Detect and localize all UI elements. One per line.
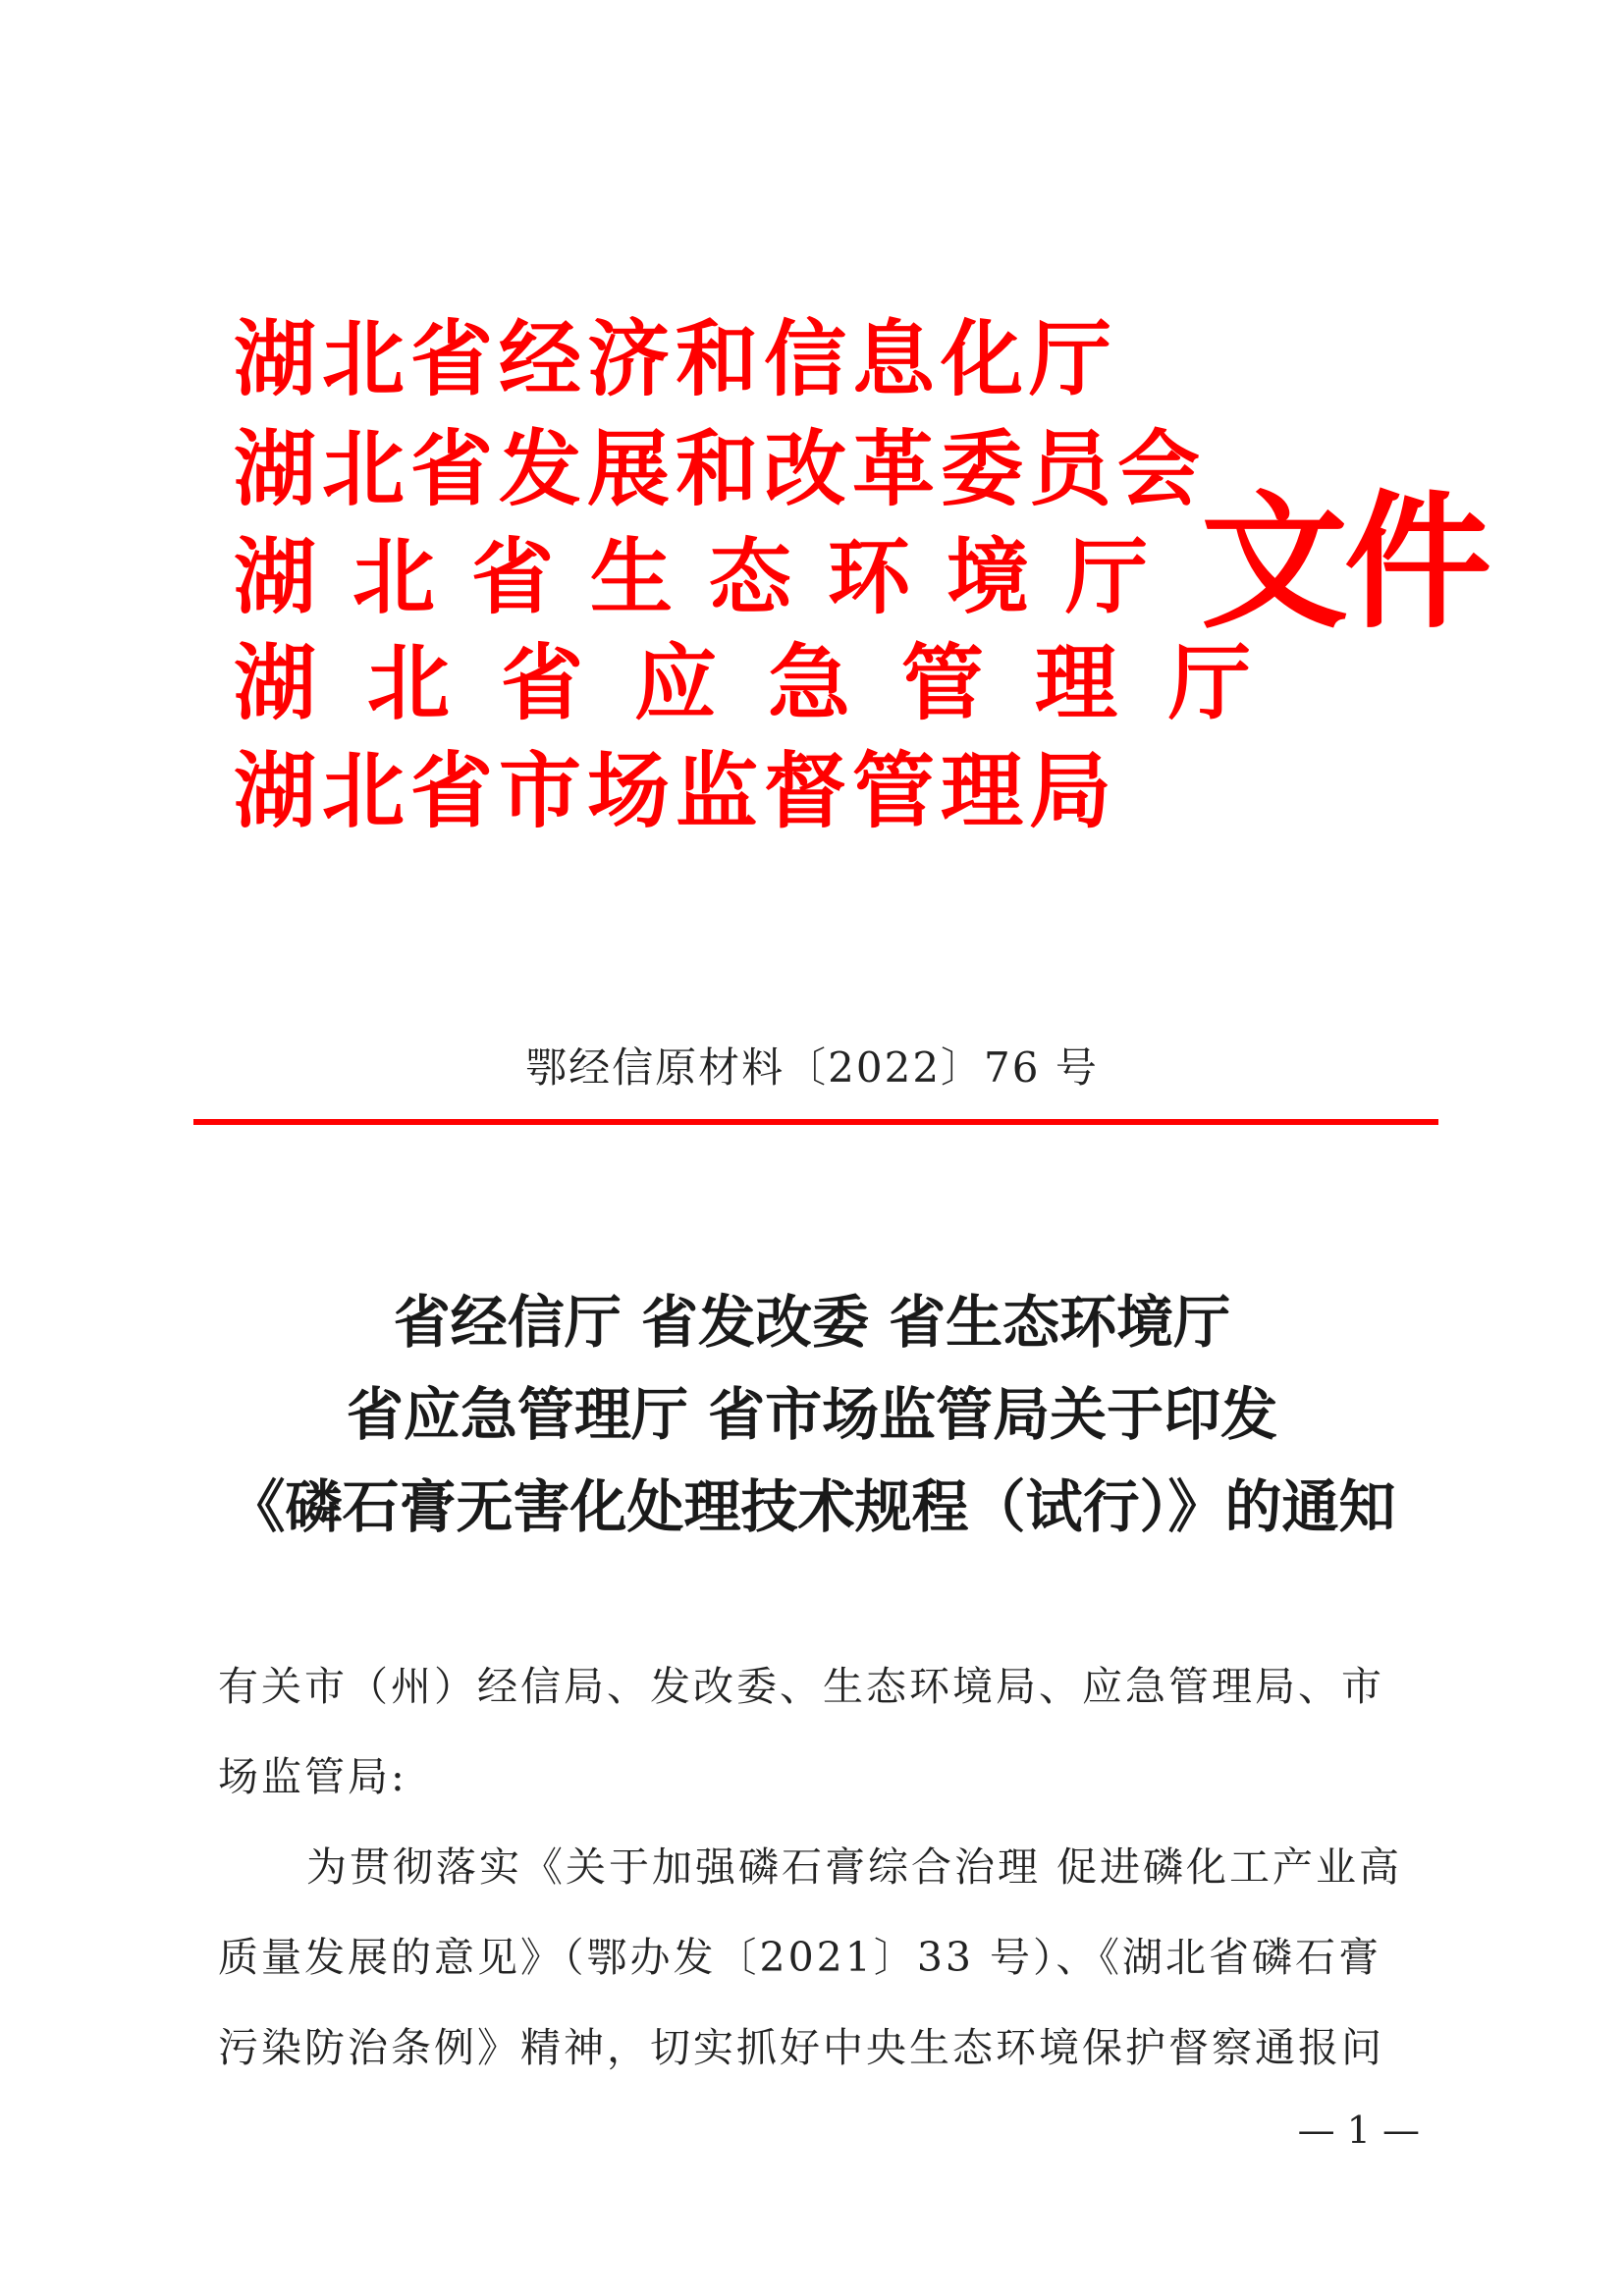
title-line-1: 省经信厅 省发改委 省生态环境厅 [393,1289,1231,1356]
issuing-authorities-header [234,311,1489,862]
title-line-2: 省应急管理厅 省市场监管局关于印发 [346,1381,1278,1448]
page-number: — 1 — [1297,2109,1420,2152]
body-paragraph-1: 为贯彻落实《关于加强磷石膏综合治理 促进磷化工产业高质量发展的意见》（鄂办发〔2021〕33 号）、《湖北省磷石膏污染防治条例》精神，切实抓好中央生态环境保护督察通报问 [218,1843,1403,2071]
document-title [0,1276,1624,1553]
document-number: 鄂经信原材料〔2022〕76 号 [525,1043,1099,1092]
issuer-economy-it: 湖北省经济和信息化厅 [234,311,1118,407]
title-line-3: 《磷石膏无害化处理技术规程（试行）》的通知 [228,1473,1396,1540]
red-divider-line [193,1119,1438,1125]
document-body [218,1641,1416,2093]
issuer-ecology-environment: 湖北省生态环境厅 [234,529,1185,625]
document-word: 文件 [1201,476,1489,649]
issuer-development-reform: 湖北省发展和改革委员会 [234,421,1207,517]
issuer-emergency-management: 湖北省应急管理厅 [234,635,1303,731]
issuer-market-supervision: 湖北省市场监督管理局 [234,743,1118,839]
addressee: 有关市（州）经信局、发改委、生态环境局、应急管理局、市场监管局: [218,1663,1384,1800]
